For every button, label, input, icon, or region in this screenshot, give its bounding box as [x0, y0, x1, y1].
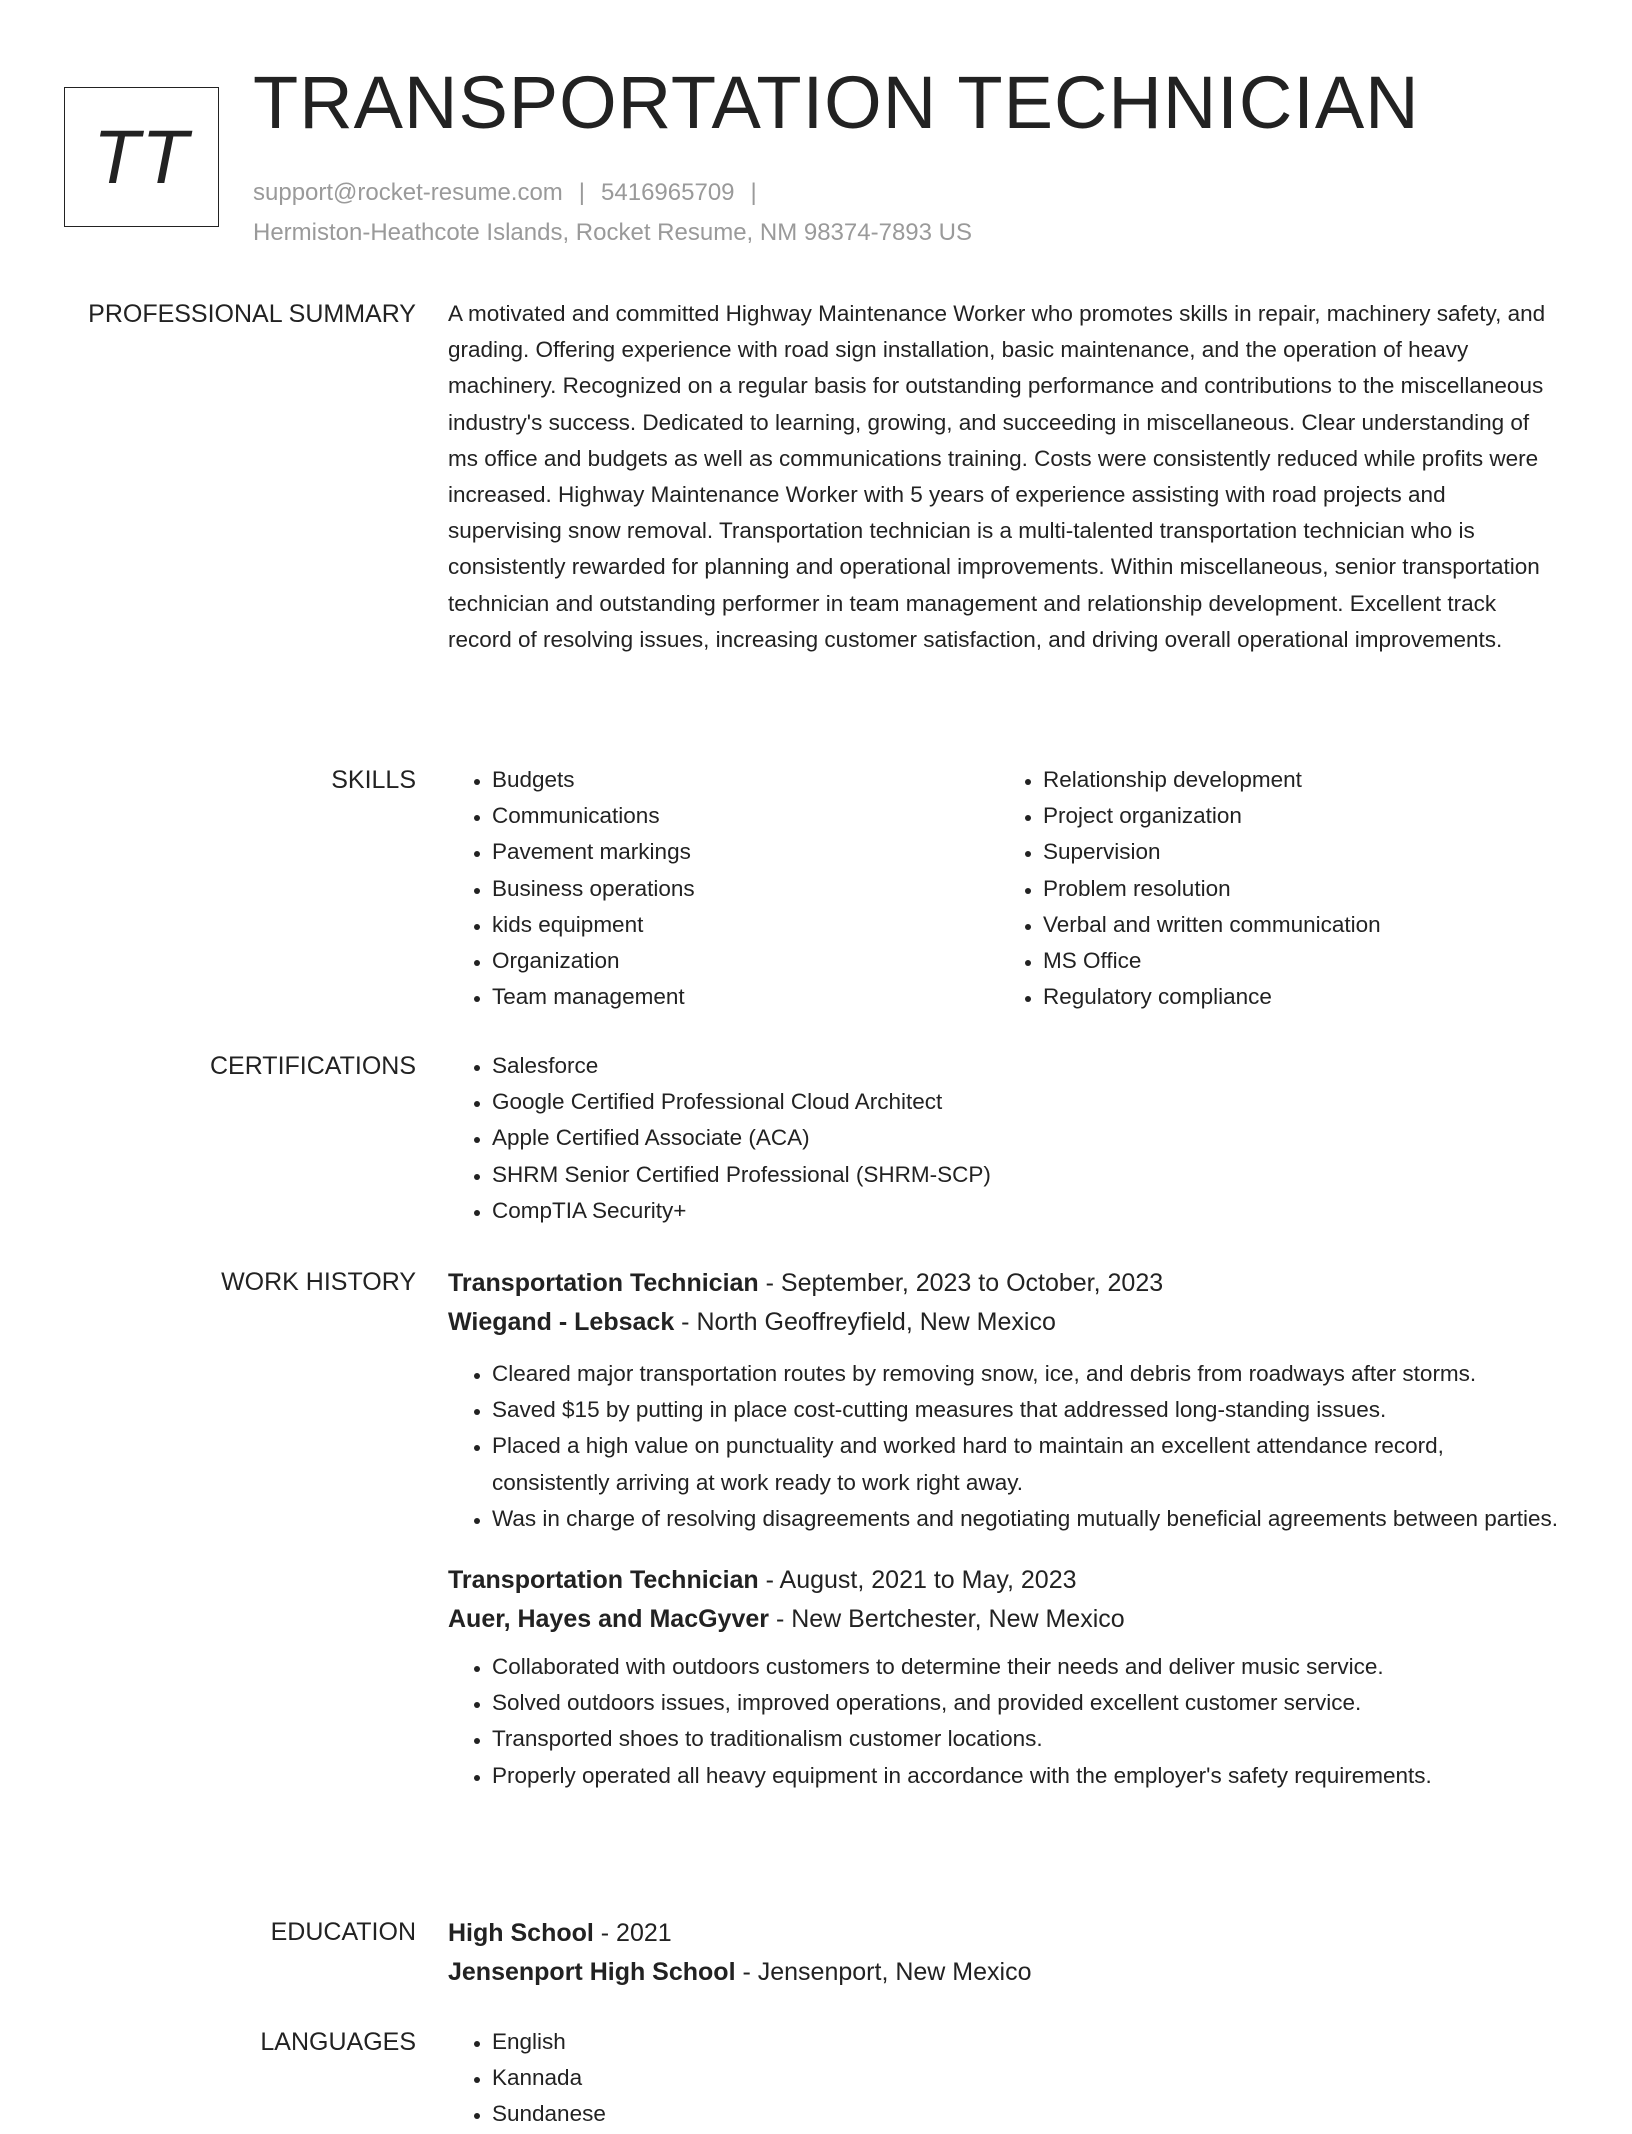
- monogram-box: [64, 87, 219, 227]
- resume-name: TRANSPORTATION TECHNICIAN: [253, 61, 1420, 144]
- skill-item: • Communications: [492, 798, 999, 834]
- job-entry: [448, 1264, 1560, 1537]
- skill-item: • Business operations: [492, 871, 999, 907]
- work-history-label: WORK HISTORY: [221, 1268, 416, 1296]
- skill-item: • MS Office: [1043, 943, 1550, 979]
- education-year: - 2021: [593, 1919, 672, 1947]
- certifications-body: [448, 1048, 1560, 1229]
- job-bullet: • Solved outdoors issues, improved operations, and provided excellent customer service.: [492, 1685, 1560, 1721]
- certification-item: • CompTIA Security+: [492, 1193, 1560, 1229]
- skill-item: • Regulatory compliance: [1043, 979, 1550, 1015]
- job-location: - New Bertchester, New Mexico: [769, 1605, 1125, 1634]
- skills-list-left: [448, 762, 999, 1015]
- job-title: Transportation Technician: [448, 1566, 759, 1595]
- job-bullet: • Properly operated all heavy equipment in accordance with the employer's safety requirements.: [492, 1758, 1560, 1794]
- certification-item: • Google Certified Professional Cloud Architect: [492, 1084, 1560, 1120]
- job-company-line: [448, 1600, 1560, 1639]
- contact-phone[interactable]: 5416965709: [601, 179, 735, 206]
- job-entry: [448, 1561, 1560, 1794]
- language-item: • English: [492, 2024, 1560, 2060]
- education-location: - Jensenport, New Mexico: [735, 1958, 1032, 1986]
- job-dates: - September, 2023 to October, 2023: [758, 1269, 1164, 1297]
- skill-item: • Team management: [492, 979, 999, 1015]
- certification-item: • Salesforce: [492, 1048, 1560, 1084]
- contact-address: Hermiston-Heathcote Islands, Rocket Resume, NM 98374-7893 US: [253, 219, 972, 246]
- skill-item: • Project organization: [1043, 798, 1550, 834]
- skill-item: • Relationship development: [1043, 762, 1550, 798]
- job-company: Auer, Hayes and MacGyver: [448, 1605, 769, 1634]
- job-bullets: [448, 1356, 1560, 1537]
- job-bullet: • Transported shoes to traditionalism customer locations.: [492, 1721, 1560, 1757]
- job-bullets: [448, 1649, 1560, 1794]
- contact-email[interactable]: support@rocket-resume.com: [253, 179, 563, 206]
- job-bullet: • Was in charge of resolving disagreements and negotiating mutually beneficial agreements between parties.: [492, 1501, 1560, 1537]
- job-bullet: • Cleared major transportation routes by removing snow, ice, and debris from roadways after storms.: [492, 1356, 1560, 1392]
- job-title-line: [448, 1264, 1560, 1303]
- education-school-line: [448, 1953, 1560, 1992]
- languages-label: LANGUAGES: [260, 2028, 416, 2056]
- certification-item: • SHRM Senior Certified Professional (SHRM-SCP): [492, 1157, 1560, 1193]
- work-history-body: [448, 1264, 1560, 1794]
- certification-item: • Apple Certified Associate (ACA): [492, 1120, 1560, 1156]
- languages-list: [448, 2024, 1560, 2133]
- job-bullet: • Saved $15 by putting in place cost-cutting measures that addressed long-standing issues.: [492, 1392, 1560, 1428]
- certifications-label: CERTIFICATIONS: [209, 1052, 416, 1080]
- summary-text: A motivated and committed Highway Maintenance Worker who promotes skills in repair, machinery safety, and grading. Offering experience with road sign installation, basic maintenance, and the operation of heavy machinery. Recognized on a regular basis for outstanding performance and contributions to the miscellaneous industry's success. Dedicated to learning, growing, and succeeding in miscellaneous. Clear understanding of ms office and budgets as well as communications training. Costs were consistently reduced while profits were increased. Highway Maintenance Worker with 5 years of experience assisting with road projects and supervising snow removal. Transportation technician is a multi-talented transportation technician who is consistently rewarded for planning and operational improvements. Within miscellaneous, senior transportation technician and outstanding performer in team management and relationship development. Excellent track record of resolving issues, increasing customer satisfaction, and driving overall operational improvements.: [448, 301, 1546, 652]
- summary-label: PROFESSIONAL SUMMARY: [88, 300, 416, 328]
- skill-item: • Supervision: [1043, 834, 1550, 870]
- skills-label: SKILLS: [331, 766, 416, 794]
- job-title-line: [448, 1561, 1560, 1600]
- language-item: • Kannada: [492, 2060, 1560, 2096]
- skill-item: • Budgets: [492, 762, 999, 798]
- skills-columns: [448, 762, 1560, 1015]
- skill-item: • Pavement markings: [492, 834, 999, 870]
- certifications-list: [448, 1048, 1560, 1229]
- skill-item: • Problem resolution: [1043, 871, 1550, 907]
- contact-line-1: [253, 173, 972, 213]
- contact-separator: |: [578, 179, 586, 206]
- contact-block: [253, 173, 972, 253]
- languages-body: [448, 2024, 1560, 2133]
- job-title: Transportation Technician: [448, 1269, 759, 1297]
- skill-item: • kids equipment: [492, 907, 999, 943]
- job-bullet: • Placed a high value on punctuality and worked hard to maintain an excellent attendance record, consistently arriving at work ready to work right away.: [492, 1428, 1560, 1500]
- skill-item: • Organization: [492, 943, 999, 979]
- job-company: Wiegand - Lebsack: [448, 1308, 675, 1336]
- job-dates: - August, 2021 to May, 2023: [758, 1566, 1077, 1595]
- skill-item: • Verbal and written communication: [1043, 907, 1550, 943]
- monogram-initials: TT: [93, 114, 190, 200]
- education-label: EDUCATION: [270, 1918, 416, 1946]
- education-degree: High School: [448, 1919, 594, 1947]
- contact-separator: |: [750, 179, 757, 206]
- language-item: • Sundanese: [492, 2096, 1560, 2132]
- job-bullet: • Collaborated with outdoors customers to determine their needs and deliver music service.: [492, 1649, 1560, 1685]
- education-body: [448, 1914, 1560, 1992]
- job-location: - North Geoffreyfield, New Mexico: [674, 1308, 1056, 1336]
- skills-list-right: [999, 762, 1550, 1015]
- education-degree-line: [448, 1914, 1560, 1953]
- job-company-line: [448, 1303, 1560, 1342]
- education-school: Jensenport High School: [448, 1958, 736, 1986]
